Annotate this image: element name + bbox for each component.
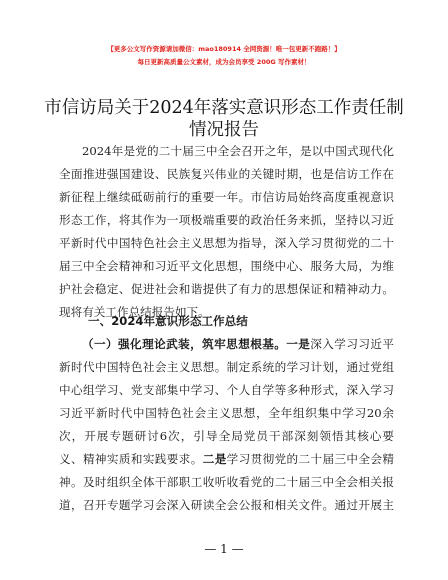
paragraph-line: 护社会稳定、促进社会和谐提供了有力的思想保证和精神动力。	[59, 282, 394, 296]
paragraph-line: 形态工作，将其作为一项极端重要的政治任务来抓，坚持以习近	[59, 213, 394, 227]
paragraph-line: 神。及时组织全体干部职工收听收看党的二十届三中全会相关报	[59, 475, 394, 489]
item-marker: 二是	[202, 452, 227, 466]
paragraph-line: 届三中全会精神和习近平文化思想，围绕中心、服务大局，为维	[59, 259, 394, 273]
section-heading: 一、2024年意识形态工作总结	[88, 314, 248, 328]
paragraph-line	[59, 448, 394, 471]
paragraph-line: 2024年是党的二十届三中全会召开之年，是以中国式现代化	[82, 144, 394, 158]
paragraph-line: 全面推进强国建设、民族复兴伟业的关键时期，也是信访工作在	[59, 167, 394, 181]
page-number: — 1 —	[204, 542, 244, 556]
inline-text: 义、精神实质和实践要求。	[59, 452, 203, 466]
subsection-heading: （一）强化理论武装，筑牢思想根基。	[82, 337, 287, 351]
paragraph-line: 次，开展专题研讨6次，引导全局党员干部深刻领悟其核心要	[59, 429, 394, 443]
paragraph-line	[59, 333, 394, 356]
paragraph-line: 习近平新时代中国特色社会主义思想，全年组织集中学习20余	[59, 406, 394, 420]
inline-text: 深入学习习近平	[310, 337, 394, 351]
paragraph-line: 道，召开专题学习会深入研读全会公报和相关文件。通过开展主	[59, 498, 394, 512]
paragraph-line: 中心组学习、党支部集中学习、个人自学等多种形式，深入学习	[59, 383, 394, 397]
promo-banner-line-2: 每日更新高质量公文素材，成为会员享受 200G 写作素材！	[137, 58, 311, 66]
paragraph-line: 新征程上继续砥砺前行的重要一年。市信访局始终高度重视意识	[59, 190, 394, 204]
paragraph-line: 新时代中国特色社会主义思想。制定系统的学习计划，通过党组	[59, 360, 394, 374]
paragraph-line: 平新时代中国特色社会主义思想为指导，深入学习贯彻党的二十	[59, 236, 394, 250]
document-title-line-1: 市信访局关于2024年落实意识形态工作责任制	[44, 98, 404, 118]
document-title-line-2: 情况报告	[189, 120, 259, 140]
item-marker: 一是	[286, 337, 311, 351]
paragraph-line: 现将有关工作总结报告如下。	[59, 305, 210, 319]
inline-text: 学习贯彻党的二十届三中全会精	[226, 452, 394, 466]
promo-banner-line-1: 【更多公文写作资源请加微信：mao180914 全网资源！唯一包更新不跑路！】	[107, 45, 341, 53]
section-1-paragraph	[59, 333, 394, 517]
intro-paragraph	[59, 140, 394, 324]
